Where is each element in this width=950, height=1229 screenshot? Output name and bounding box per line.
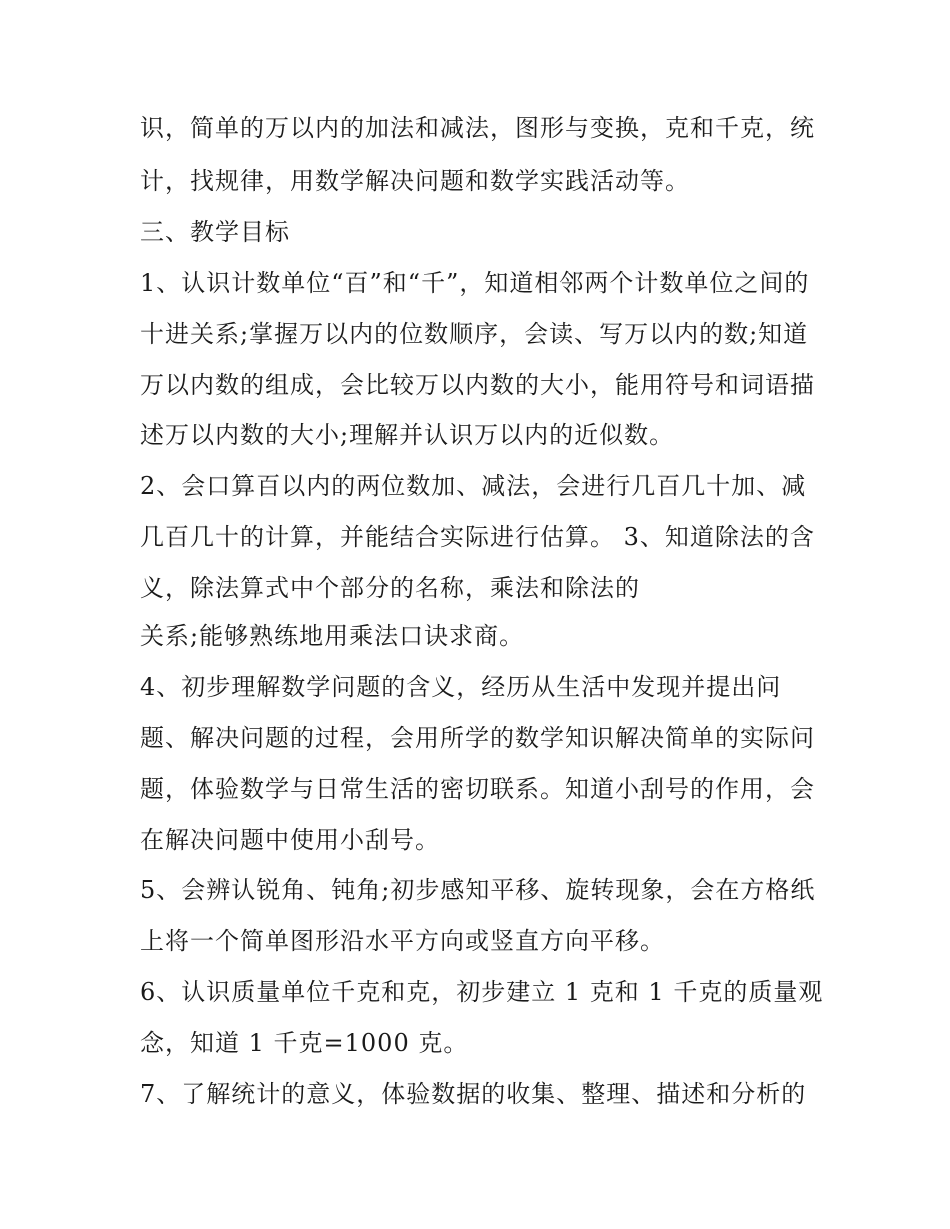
section-heading: 三、教学目标 <box>140 218 290 246</box>
text-line: 关系;能够熟练地用乘法口诀求商。 <box>140 622 525 650</box>
text-line: 十进关系;掌握万以内的位数顺序，会读、写万以内的数;知道 <box>140 320 809 348</box>
text-line: 计，找规律，用数学解决问题和数学实践活动等。 <box>140 167 690 195</box>
text-line: 5、会辨认锐角、钝角;初步感知平移、旋转现象，会在方格纸 <box>140 876 816 904</box>
text-line: 题，体验数学与日常生活的密切联系。知道小刮号的作用，会 <box>140 775 815 803</box>
text-line: 几百几十的计算，并能结合实际进行估算。 3、知道除法的含 <box>140 523 815 551</box>
text-line: 识，简单的万以内的加法和减法，图形与变换，克和千克，统 <box>140 114 815 142</box>
text-line: 2、会口算百以内的两位数加、减法，会进行几百几十加、减 <box>140 472 807 500</box>
text-line: 4、初步理解数学问题的含义，经历从生活中发现并提出问 <box>140 673 782 701</box>
text-line: 义，除法算式中个部分的名称，乘法和除法的 <box>140 574 640 602</box>
text-line: 在解决问题中使用小刮号。 <box>140 826 440 854</box>
text-line: 万以内数的组成，会比较万以内数的大小，能用符号和词语描 <box>140 371 815 399</box>
text-line: 上将一个简单图形沿水平方向或竖直方向平移。 <box>140 927 665 955</box>
text-line: 念，知道 1 千克=1000 克。 <box>140 1029 469 1057</box>
text-line: 1、认识计数单位“百”和“千”，知道相邻两个计数单位之间的 <box>140 269 810 297</box>
text-line: 6、认识质量单位千克和克，初步建立 1 克和 1 千克的质量观 <box>140 978 824 1006</box>
text-line: 述万以内数的大小;理解并认识万以内的近似数。 <box>140 421 675 449</box>
text-line: 7、了解统计的意义，体验数据的收集、整理、描述和分析的 <box>140 1080 807 1108</box>
text-line: 题、解决问题的过程，会用所学的数学知识解决简单的实际问 <box>140 724 815 752</box>
